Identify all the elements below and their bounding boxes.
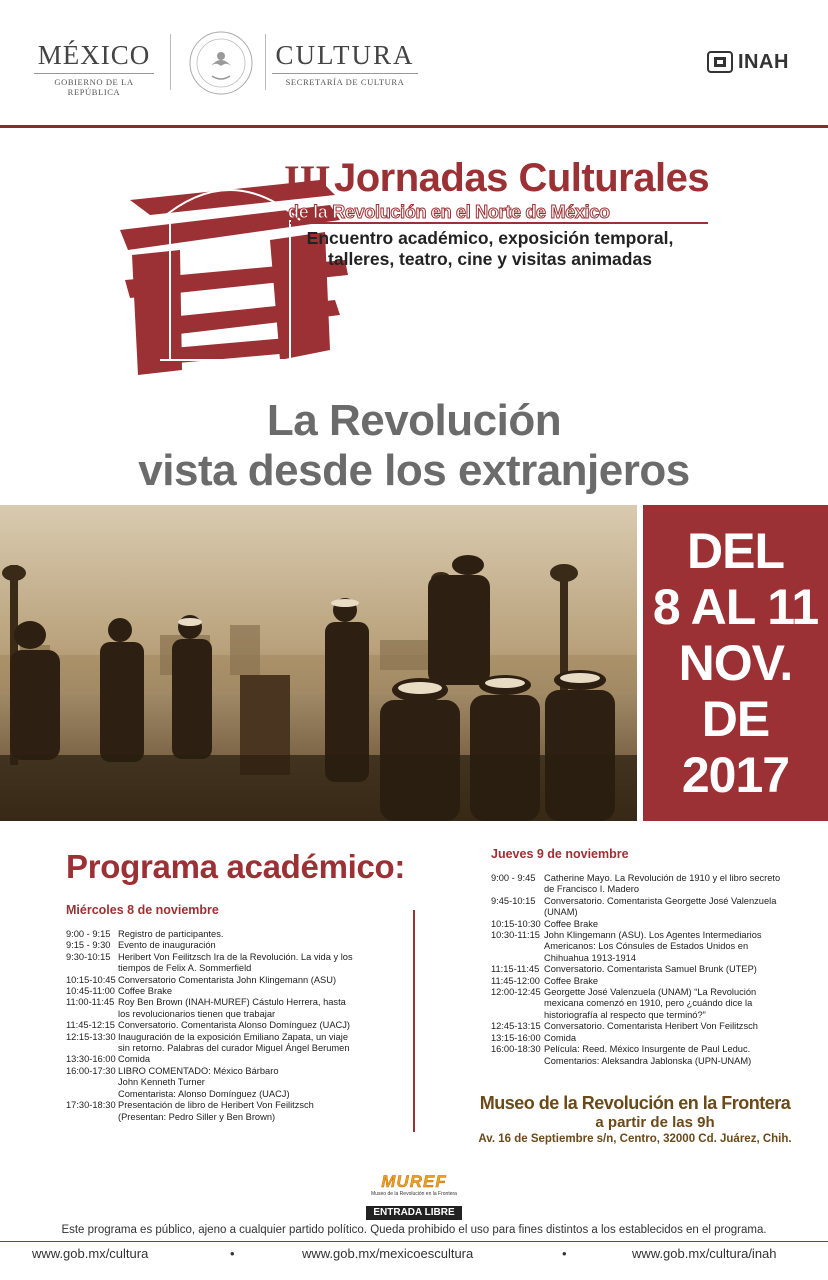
mexico-logo-title: MÉXICO: [37, 40, 151, 70]
schedule-row: [66, 929, 356, 940]
date-line: 8 AL 11: [652, 579, 819, 635]
schedule-description: Conversatorio. Comentarista Heribert Von Feilitzsch: [544, 1021, 758, 1032]
historic-photo: [0, 505, 637, 821]
schedule-description: Evento de inauguración: [118, 940, 216, 951]
schedule-description: Comida: [118, 1054, 151, 1065]
schedule-row: [491, 964, 781, 975]
header-divider: [265, 34, 266, 90]
schedule-time: 13:15-16:00: [491, 1032, 541, 1043]
page-footer: [0, 1246, 828, 1266]
schedule-time: 12:45-13:15: [491, 1021, 541, 1032]
subtitle-underline: [290, 222, 708, 224]
schedule-time: [66, 1089, 118, 1100]
schedule-row: [66, 1032, 356, 1055]
footer-link-inah[interactable]: www.gob.mx/cultura/inah: [632, 1246, 777, 1261]
schedule-description: Presentación de libro de Heribert Von Feilitzsch (Presentan: Pedro Siller y Ben Brown): [118, 1100, 314, 1122]
cultura-logo-title: CULTURA: [275, 40, 415, 70]
schedule-row: [66, 1089, 356, 1100]
cultura-logo-subtitle: SECRETARÍA DE CULTURA: [272, 73, 418, 87]
schedule-description: Registro de participantes.: [118, 929, 224, 939]
schedule-time: 10:15-10:30: [491, 918, 541, 929]
muref-logo: [370, 1172, 458, 1197]
day1-schedule: [66, 929, 356, 1123]
footer-rule: [0, 1241, 828, 1242]
schedule-description: Comentarista: Alonso Domínguez (UACJ): [118, 1088, 290, 1099]
schedule-row: [491, 1044, 781, 1067]
schedule-description: LIBRO COMENTADO: México Bárbaro: [118, 1065, 279, 1076]
legal-disclaimer: Este programa es público, ajeno a cualquier partido político. Queda prohibido el uso para fines distintos a los establecidos en el programa.: [61, 1224, 767, 1236]
schedule-row: [66, 1066, 356, 1077]
event-dates: [643, 505, 828, 821]
venue-address: Av. 16 de Septiembre s/n, Centro, 32000 Cd. Juárez, Chih.: [478, 1133, 792, 1145]
venue-time: a partir de las 9h: [595, 1114, 715, 1131]
schedule-description: Conversatorio. Comentarista Samuel Brunk (UTEP): [544, 964, 757, 975]
schedule-description: Coffee Brake: [544, 918, 599, 929]
schedule-time: 16:00-18:30: [491, 1044, 541, 1055]
schedule-time: 10:30-11:15: [491, 930, 540, 941]
schedule-row: [66, 952, 356, 975]
event-title: Jornadas Culturales: [334, 156, 710, 200]
schedule-time: 9:00 - 9:45: [491, 873, 536, 883]
schedule-row: [491, 896, 781, 919]
footer-separator: •: [230, 1246, 235, 1261]
description-line: talleres, teatro, cine y visitas animadas: [328, 249, 652, 269]
schedule-time: 13:30-16:00: [66, 1054, 116, 1065]
date-line: NOV.: [678, 635, 793, 691]
muref-tagline: Museo de la Revolución en la Frontera: [371, 1191, 457, 1197]
schedule-time: 11:45-12:15: [66, 1020, 115, 1031]
mexico-logo-subtitle: GOBIERNO DE LA REPÚBLICA: [34, 73, 154, 97]
footer-link-cultura[interactable]: www.gob.mx/cultura: [32, 1246, 149, 1261]
schedule-row: [66, 975, 356, 986]
page-header: [0, 0, 828, 125]
mexico-logo: [34, 40, 154, 97]
exhibition-title-line: vista desde los extranjeros: [138, 446, 690, 495]
column-divider: [413, 910, 415, 1132]
date-line: 2017: [681, 747, 790, 803]
schedule-time: 11:00-11:45: [66, 997, 115, 1008]
schedule-row: [66, 1077, 356, 1088]
inah-logo: [706, 50, 789, 74]
schedule-row: [491, 976, 781, 987]
exhibition-title-line: La Revolución: [266, 396, 562, 445]
date-line: DE: [701, 691, 770, 747]
schedule-description: Película: Reed. México Insurgente de Paul Leduc. Comentarios: Aleksandra Jablonska (UPN-UNAM): [544, 1044, 752, 1066]
schedule-description: Comida: [544, 1032, 577, 1043]
schedule-row: [491, 1033, 781, 1044]
schedule-description: Coffee Brake: [118, 986, 173, 997]
schedule-description: Catherine Mayo. La Revolución de 1910 y el libro secreto de Francisco I. Madero: [544, 873, 781, 895]
schedule-row: [491, 987, 781, 1021]
historic-photo-image: [0, 505, 637, 821]
cultura-logo: [272, 40, 418, 87]
header-divider: [170, 34, 171, 90]
description-line: Encuentro académico, exposición temporal,: [306, 228, 674, 248]
schedule-row: [491, 930, 781, 964]
program-title: Programa académico:: [66, 848, 406, 885]
edition-numeral: III: [284, 157, 331, 202]
schedule-time: 9:45-10:15: [491, 895, 536, 906]
exhibition-title: [0, 396, 828, 496]
day2-heading: Jueves 9 de noviembre: [491, 847, 629, 861]
national-seal-icon: [188, 30, 254, 96]
schedule-time: 17:30-18:30: [66, 1100, 116, 1111]
muref-logo-text: MUREF: [381, 1172, 447, 1191]
footer-link-mexicoescultura[interactable]: www.gob.mx/mexicoescultura: [302, 1246, 474, 1261]
schedule-time: 9:15 - 9:30: [66, 940, 111, 951]
schedule-time: 9:30-10:15: [66, 951, 111, 962]
date-line: DEL: [687, 523, 784, 579]
schedule-time: 9:00 - 9:15: [66, 929, 111, 939]
schedule-row: [66, 997, 356, 1020]
schedule-description: Georgette José Valenzuela (UNAM) “La Revolución mexicana comenzó en 1910, pero ¿cuándo dice la historiografía al respecto que terminó?”: [544, 987, 757, 1020]
schedule-time: 10:15-10:45: [66, 974, 116, 985]
schedule-description: Inauguración de la exposición Emiliano Zapata, un viaje sin retorno. Palabras del curador Miguel Ángel Berumen: [118, 1031, 350, 1054]
schedule-description: Heribert Von Feilitzsch Ira de la Revolución. La vida y los tiempos de Felix A. Sommerfield: [118, 951, 353, 974]
schedule-description: Conversatorio. Comentarista Georgette José Valenzuela (UNAM): [544, 895, 777, 918]
day2-schedule: [491, 873, 781, 1067]
free-entry-badge: ENTRADA LIBRE: [366, 1206, 462, 1220]
inah-logo-text: INAH: [738, 50, 789, 73]
schedule-description: John Klingemann (ASU). Los Agentes Intermediarios Americanos: Los Cónsules de Estados Unidos en Chihuahua 1913-1914: [544, 930, 762, 963]
schedule-time: 12:00-12:45: [491, 987, 541, 998]
schedule-description: John Kenneth Turner: [118, 1077, 205, 1088]
footer-separator: •: [562, 1246, 567, 1261]
inah-emblem-icon: [706, 50, 734, 74]
schedule-time: [66, 1077, 118, 1088]
schedule-time: 11:45-12:00: [491, 975, 540, 986]
schedule-row: [66, 986, 356, 997]
schedule-row: [491, 873, 781, 896]
schedule-description: Conversatorio Comentarista John Klingemann (ASU): [118, 974, 337, 985]
schedule-row: [66, 940, 356, 951]
schedule-time: 11:15-11:45: [491, 964, 540, 975]
event-description: [290, 228, 690, 270]
schedule-time: 12:15-13:30: [66, 1031, 116, 1042]
schedule-row: [66, 1020, 356, 1031]
header-rule: [0, 125, 828, 128]
schedule-row: [491, 919, 781, 930]
schedule-description: Roy Ben Brown (INAH-MUREF) Cástulo Herrera, hasta los revolucionarios tienen que trabajar: [118, 997, 346, 1019]
schedule-row: [491, 1021, 781, 1032]
day1-heading: Miércoles 8 de noviembre: [66, 903, 219, 917]
venue-info: [470, 1093, 800, 1145]
schedule-description: Coffee Brake: [544, 975, 599, 986]
schedule-description: Conversatorio. Comentarista Alonso Domínguez (UACJ): [118, 1020, 350, 1031]
venue-name: Museo de la Revolución en la Frontera: [479, 1093, 791, 1113]
schedule-row: [66, 1100, 356, 1123]
schedule-time: 16:00-17:30: [66, 1065, 116, 1076]
schedule-row: [66, 1054, 356, 1065]
schedule-time: 10:45-11:00: [66, 986, 115, 997]
event-subtitle: de la Revolución en el Norte de México: [288, 202, 610, 222]
